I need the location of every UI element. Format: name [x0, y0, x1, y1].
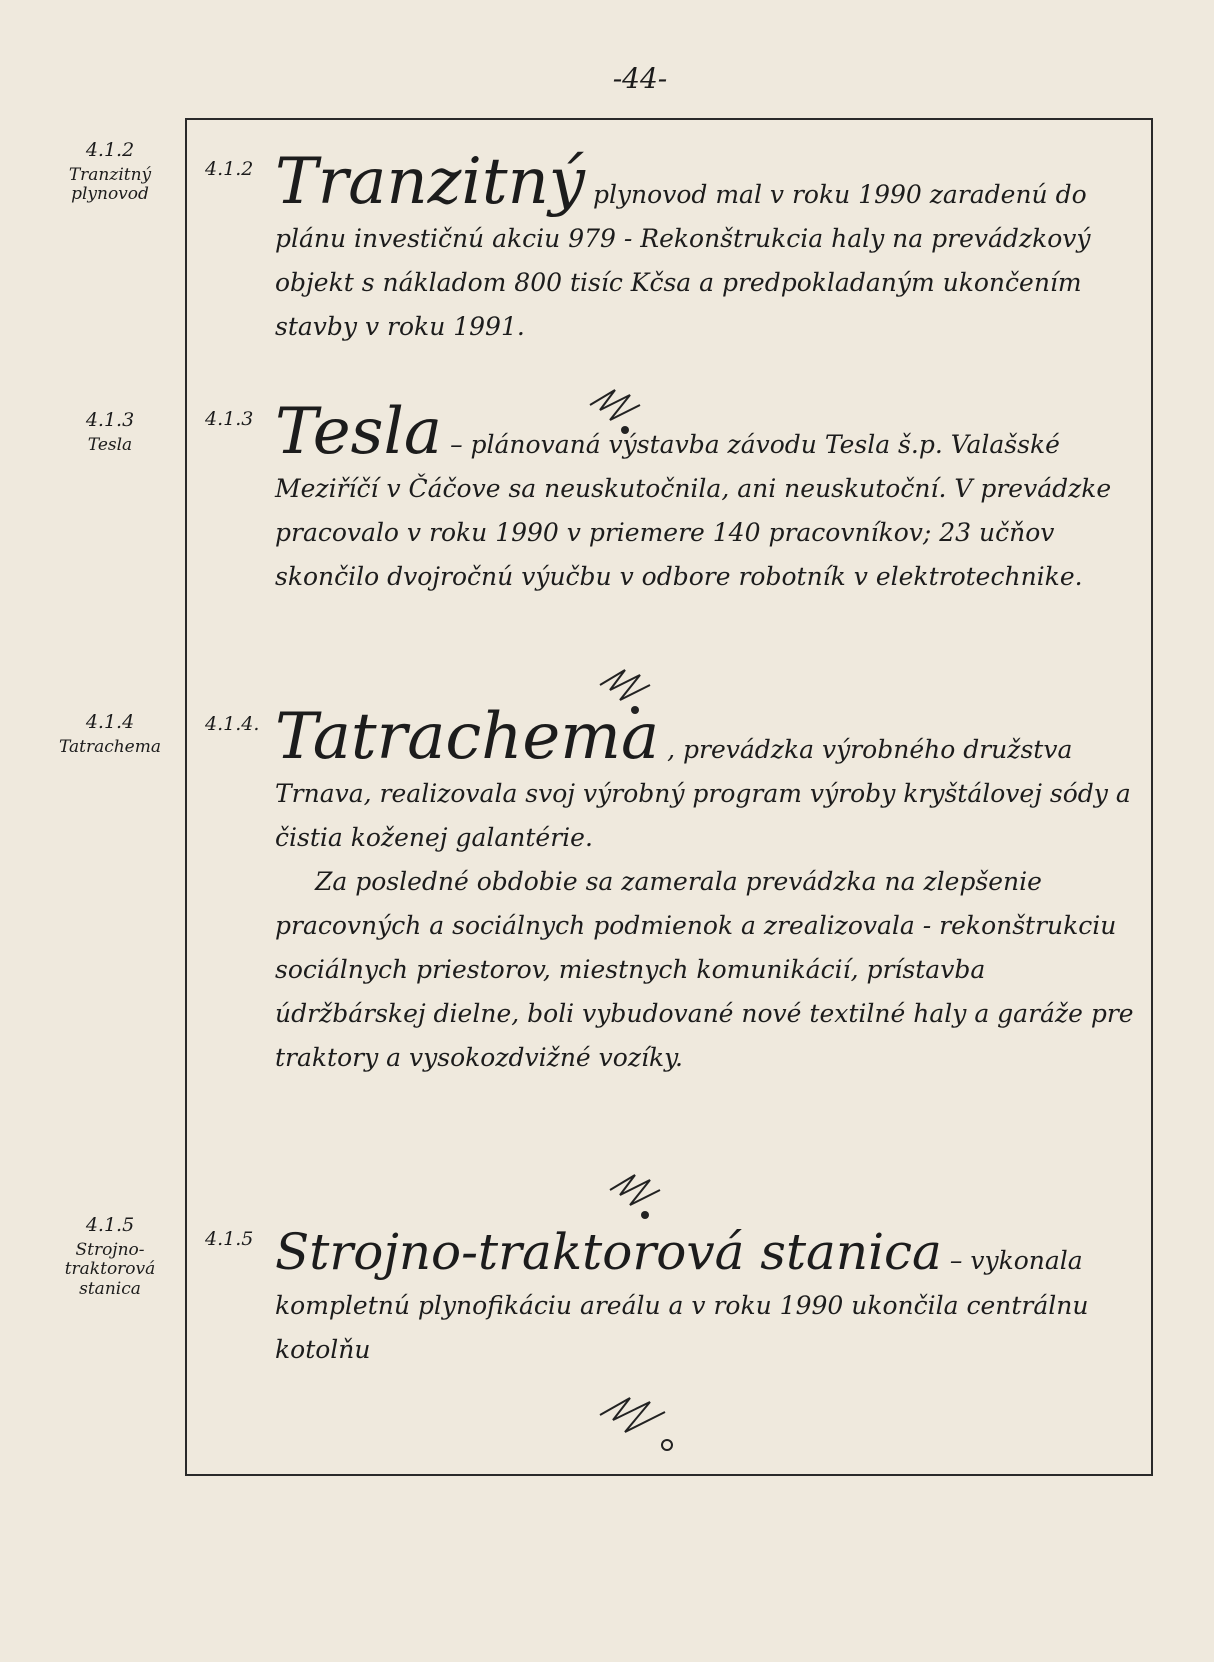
section-flourish	[605, 1170, 675, 1225]
entry-tranzitny	[205, 145, 1135, 349]
margin-note-label: Tatrachema	[58, 736, 162, 757]
entry-text: – plánovaná výstavba závodu Tesla š.p. Valašské Meziříčí v Čáčove sa neuskutočnila, ani neuskutoční. V prevádzke pracovalo v roku 1990 v priemere 140 pracovníkov; 23 učňov skončilo dvojročnú výučbu v odbore robotník v elektrotechnike.	[275, 430, 1112, 591]
page-number: -44-	[612, 62, 668, 95]
margin-note-strojno	[40, 1215, 180, 1299]
margin-note-label: Tesla	[87, 434, 133, 455]
entry-text: , prevádzka výrobného družstva Trnava, realizovala svoj výrobný program výroby kryštálovej sódy a čistia koženej galantérie.	[275, 735, 1131, 852]
margin-note-tesla	[40, 410, 180, 455]
margin-note-number: 4.1.3	[85, 409, 135, 431]
entry-strojno	[205, 1220, 1135, 1372]
margin-note-tranzitny	[40, 140, 180, 205]
margin-note-label: Strojno-traktorová stanica	[64, 1239, 156, 1299]
margin-note-number: 4.1.2	[85, 139, 135, 161]
section-flourish	[595, 1390, 685, 1455]
entry-number: 4.1.5	[205, 1228, 254, 1250]
margin-note-label: Tranzitný plynovod	[68, 164, 152, 205]
entry-text: plynovod mal v roku 1990 zaradenú do plánu investičnú akciu 979 - Rekonštrukcia haly na prevádzkový objekt s nákladom 800 tisíc Kčsa a predpokladaným ukončením stavby v roku 1991.	[275, 180, 1091, 341]
entry-number: 4.1.3	[205, 408, 254, 430]
entry-text: – vykonala kompletnú plynofikáciu areálu a v roku 1990 ukončila centrálnu kotolňu	[275, 1246, 1089, 1364]
entry-number: 4.1.2	[205, 158, 254, 180]
entry-title: Tesla	[275, 395, 443, 469]
entry-number: 4.1.4.	[205, 713, 260, 735]
margin-note-number: 4.1.4	[85, 711, 135, 733]
margin-note-tatrachema	[40, 712, 180, 757]
entry-title: Tatrachema	[275, 700, 660, 774]
entry-title: Tranzitný	[275, 145, 585, 219]
entry-text-paragraph: Za posledné obdobie sa zamerala prevádzka na zlepšenie pracovných a sociálnych podmienok a zrealizovala - rekonštrukciu sociálnych priestorov, miestnych komunikácií, prístavba údržbárskej dielne, boli vybudované nové textilné haly a garáže pre traktory a vysokozdvižné vozíky.	[275, 867, 1134, 1072]
entry-tesla	[205, 395, 1135, 599]
entry-tatrachema	[205, 700, 1135, 1080]
entry-title: Strojno-traktorová stanica	[275, 1223, 942, 1281]
margin-note-number: 4.1.5	[85, 1214, 135, 1236]
